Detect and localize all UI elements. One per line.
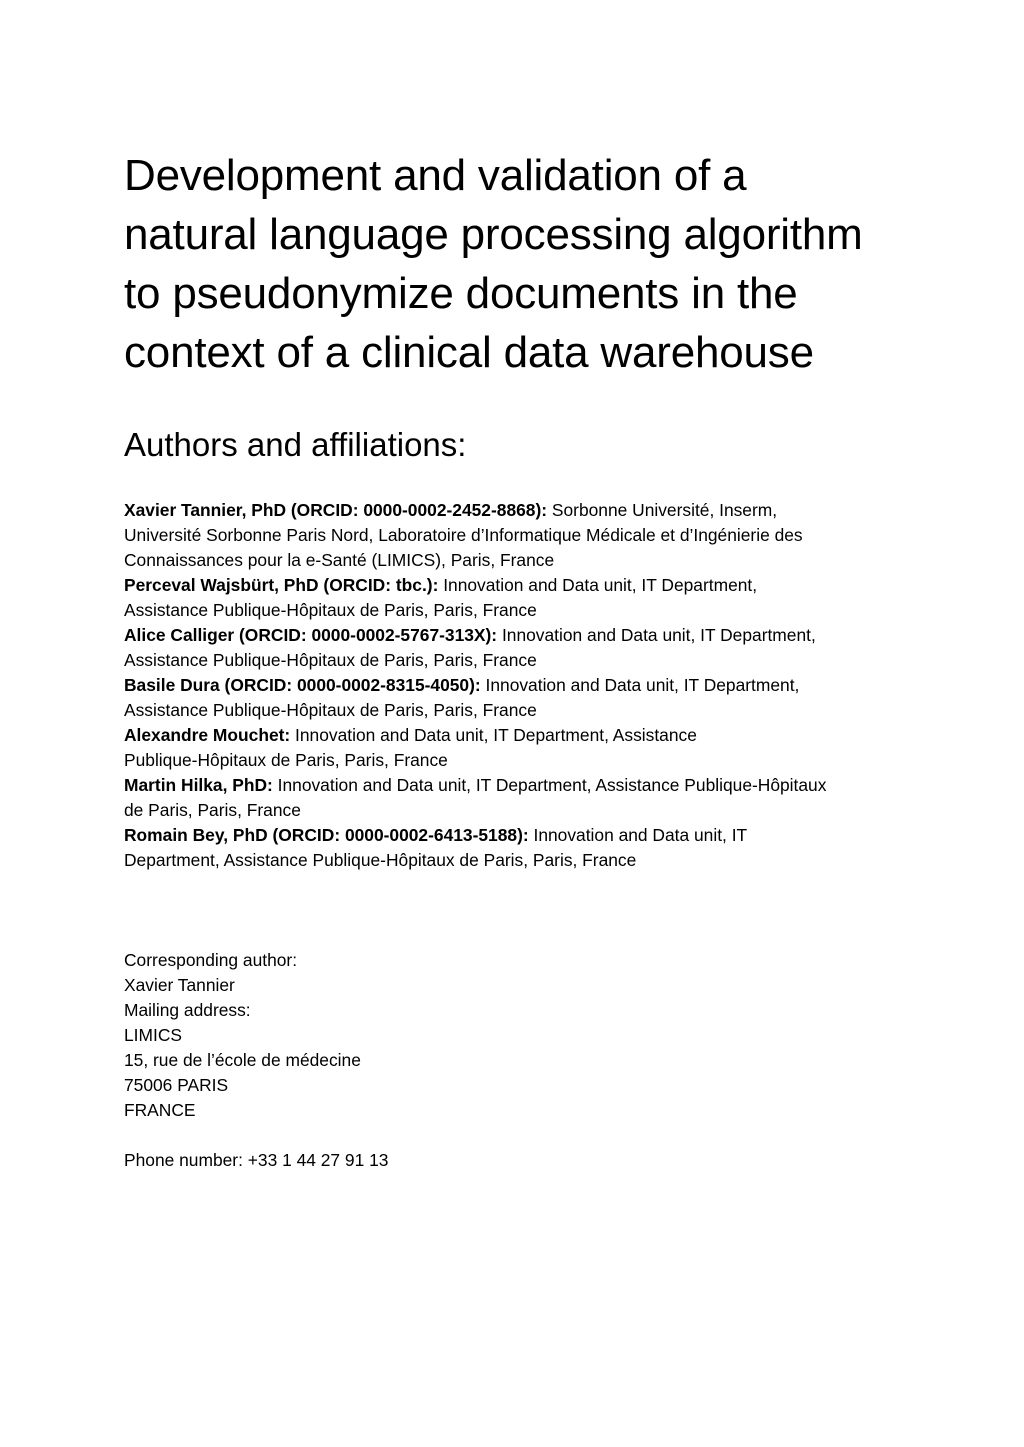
author-affiliation: Innovation and Data unit, IT Department, Assistance (290, 725, 697, 745)
phone-number: Phone number: +33 1 44 27 91 13 (124, 1150, 389, 1170)
author-entry-line (124, 773, 904, 798)
address-line: FRANCE (124, 1100, 196, 1120)
authors-heading: Authors and affiliations: (124, 426, 467, 463)
correspondence-block (124, 948, 904, 1123)
author-entry-line (124, 498, 904, 523)
mailing-address-label: Mailing address: (124, 1000, 251, 1020)
author-name: Alice Calliger (ORCID: 0000-0002-5767-313X): (124, 625, 498, 645)
author-affiliation: Assistance Publique-Hôpitaux de Paris, Paris, France (124, 650, 537, 670)
author-affiliation: Connaissances pour la e-Santé (LIMICS), Paris, France (124, 550, 555, 570)
title-line: context of a clinical data warehouse (124, 328, 814, 377)
author-entry-line (124, 723, 904, 748)
document-page (124, 146, 904, 1173)
authors-list (124, 498, 904, 873)
author-name: Xavier Tannier, PhD (ORCID: 0000-0002-2452-8868): (124, 500, 548, 520)
author-affiliation: Assistance Publique-Hôpitaux de Paris, Paris, France (124, 700, 537, 720)
author-entry-line (124, 673, 904, 698)
corresponding-author-name: Xavier Tannier (124, 975, 235, 995)
author-name: Perceval Wajsbürt, PhD (ORCID: tbc.): (124, 575, 439, 595)
author-affiliation: Innovation and Data unit, IT Department, (438, 575, 758, 595)
author-affiliation: Assistance Publique-Hôpitaux de Paris, Paris, France (124, 600, 537, 620)
paper-title (124, 146, 904, 382)
address-line: LIMICS (124, 1025, 182, 1045)
corresponding-author-label: Corresponding author: (124, 950, 298, 970)
author-affiliation: Innovation and Data unit, IT Department, Assistance Publique-Hôpitaux (272, 775, 827, 795)
author-name: Romain Bey, PhD (ORCID: 0000-0002-6413-5188): (124, 825, 529, 845)
address-line: 15, rue de l’école de médecine (124, 1050, 361, 1070)
author-affiliation: Publique-Hôpitaux de Paris, Paris, France (124, 750, 448, 770)
author-entry-line (124, 573, 904, 598)
author-name: Basile Dura (ORCID: 0000-0002-8315-4050): (124, 675, 481, 695)
author-affiliation: Sorbonne Université, Inserm, (547, 500, 778, 520)
author-affiliation: Innovation and Data unit, IT (528, 825, 748, 845)
title-line: to pseudonymize documents in the (124, 269, 798, 318)
address-line: 75006 PARIS (124, 1075, 229, 1095)
author-entry-line (124, 823, 904, 848)
title-line: natural language processing algorithm (124, 210, 863, 259)
author-name: Martin Hilka, PhD: (124, 775, 273, 795)
author-affiliation: Department, Assistance Publique-Hôpitaux de Paris, Paris, France (124, 850, 637, 870)
author-name: Alexandre Mouchet: (124, 725, 291, 745)
author-affiliation: de Paris, Paris, France (124, 800, 301, 820)
title-line: Development and validation of a (124, 151, 747, 200)
author-affiliation: Innovation and Data unit, IT Department, (480, 675, 800, 695)
author-affiliation: Innovation and Data unit, IT Department, (497, 625, 816, 645)
author-affiliation: Université Sorbonne Paris Nord, Laboratoire d’Informatique Médicale et d’Ingénierie des (124, 525, 803, 545)
author-entry-line (124, 623, 904, 648)
